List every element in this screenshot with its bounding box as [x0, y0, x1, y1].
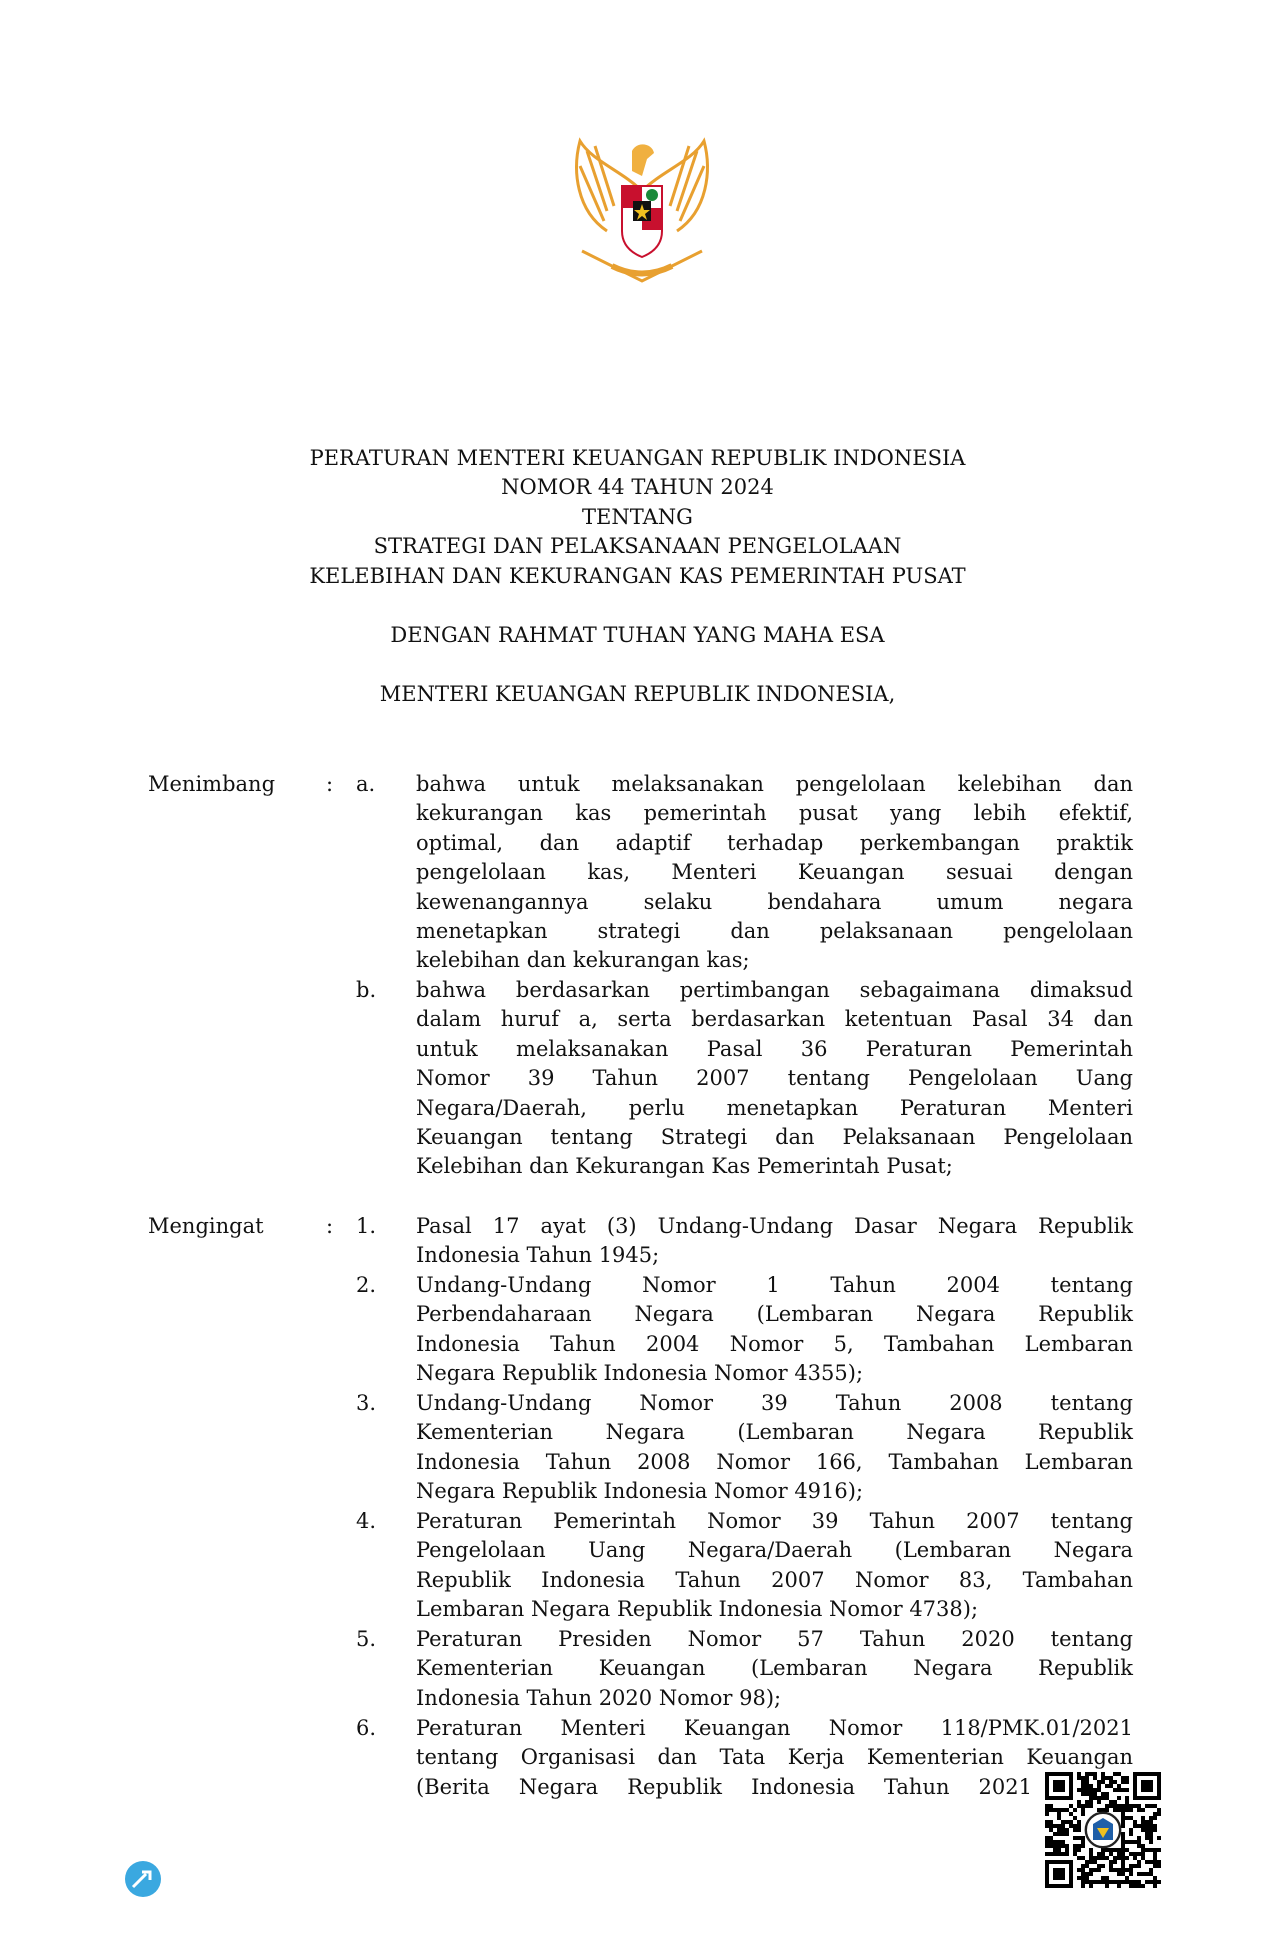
regulation-title: [0, 444, 1275, 591]
text-line: kewenangannya selaku bendahara umum negara: [416, 889, 1133, 914]
text-line: Indonesia Tahun 2020 Nomor 98);: [416, 1685, 782, 1710]
preamble: DENGAN RAHMAT TUHAN YANG MAHA ESA: [390, 623, 885, 647]
item-text: [416, 1389, 1133, 1507]
text-line: optimal, dan adaptif terhadap perkembangan praktik: [416, 830, 1133, 855]
item-marker: 3.: [356, 1391, 377, 1415]
text-line: bahwa berdasarkan pertimbangan sebagaimana dimaksud: [416, 978, 1133, 1002]
item-text: [416, 1507, 1133, 1625]
mengingat-label: Mengingat: [148, 1214, 264, 1238]
text-line: Indonesia Tahun 2004 Nomor 5, Tambahan Lembaran: [416, 1331, 1133, 1356]
text-line: pengelolaan kas, Menteri Keuangan sesuai dengan: [416, 860, 1133, 885]
text-line: kekurangan kas pemerintah pusat yang lebih efektif,: [416, 801, 1133, 826]
item-marker: 5.: [356, 1627, 377, 1651]
item-marker: b.: [356, 978, 377, 1002]
item-marker: 1.: [356, 1214, 377, 1238]
text-line: Indonesia Tahun 2008 Nomor 166, Tambahan Lembaran: [416, 1449, 1133, 1474]
item-text: [416, 1714, 1133, 1802]
title-line: KELEBIHAN DAN KEKURANGAN KAS PEMERINTAH PUSAT: [309, 563, 966, 588]
text-line: menetapkan strategi dan pelaksanaan pengelolaan: [416, 918, 1133, 943]
menimbang-label: Menimbang: [148, 772, 276, 796]
title-line: NOMOR 44 TAHUN 2024: [501, 475, 774, 500]
text-line: Kementerian Negara (Lembaran Negara Republik: [416, 1420, 1133, 1445]
item-text: [416, 1625, 1133, 1713]
text-line: bahwa untuk melaksanakan pengelolaan kelebihan dan: [416, 772, 1133, 796]
qr-code: [1045, 1772, 1161, 1888]
text-line: Keuangan tentang Strategi dan Pelaksanaan Pengelolaan: [416, 1124, 1133, 1149]
item-text: [416, 1212, 1133, 1271]
text-line: tentang Organisasi dan Tata Kerja Kementerian Keuangan: [416, 1745, 1133, 1770]
title-line: TENTANG: [582, 504, 693, 529]
text-line: Negara Republik Indonesia Nomor 4355);: [416, 1361, 864, 1386]
item-marker: a.: [356, 772, 376, 796]
title-line: STRATEGI DAN PELAKSANAAN PENGELOLAAN: [373, 534, 902, 559]
colon: :: [326, 1214, 334, 1238]
text-line: Indonesia Tahun 1945;: [416, 1243, 660, 1268]
text-line: dalam huruf a, serta berdasarkan ketentuan Pasal 34 dan: [416, 1007, 1133, 1032]
text-line: Peraturan Menteri Keuangan Nomor 118/PMK.01/2021: [416, 1716, 1133, 1740]
text-line: Pengelolaan Uang Negara/Daerah (Lembaran Negara: [416, 1538, 1133, 1563]
text-line: Peraturan Presiden Nomor 57 Tahun 2020 tentang: [416, 1627, 1133, 1651]
garuda-emblem: [562, 131, 722, 301]
text-line: Undang-Undang Nomor 39 Tahun 2008 tentang: [416, 1391, 1133, 1415]
text-line: Peraturan Pemerintah Nomor 39 Tahun 2007 tentang: [416, 1509, 1133, 1533]
minister-heading: MENTERI KEUANGAN REPUBLIK INDONESIA,: [379, 682, 896, 706]
text-line: Kementerian Keuangan (Lembaran Negara Republik: [416, 1656, 1133, 1681]
text-line: (Berita Negara Republik Indonesia Tahun 2021: [416, 1774, 1032, 1799]
text-line: Lembaran Negara Republik Indonesia Nomor 4738);: [416, 1597, 979, 1622]
text-line: Perbendaharaan Negara (Lembaran Negara Republik: [416, 1302, 1133, 1327]
text-line: Negara Republik Indonesia Nomor 4916);: [416, 1479, 864, 1504]
text-line: Republik Indonesia Tahun 2007 Nomor 83, Tambahan: [416, 1567, 1133, 1592]
item-marker: 2.: [356, 1273, 377, 1297]
text-line: untuk melaksanakan Pasal 36 Peraturan Pemerintah: [416, 1036, 1133, 1061]
item-text: [416, 770, 1133, 976]
text-line: Negara/Daerah, perlu menetapkan Peraturan Menteri: [416, 1095, 1133, 1120]
item-text: [416, 976, 1133, 1182]
text-line: kelebihan dan kekurangan kas;: [416, 948, 750, 973]
item-marker: 6.: [356, 1716, 377, 1740]
text-line: Undang-Undang Nomor 1 Tahun 2004 tentang: [416, 1273, 1133, 1297]
text-line: Nomor 39 Tahun 2007 tentang Pengelolaan Uang: [416, 1066, 1133, 1091]
title-line: PERATURAN MENTERI KEUANGAN REPUBLIK INDONESIA: [309, 446, 966, 470]
verification-badge-icon: [124, 1860, 162, 1898]
colon: :: [326, 772, 334, 796]
item-text: [416, 1271, 1133, 1389]
text-line: Kelebihan dan Kekurangan Kas Pemerintah Pusat;: [416, 1154, 953, 1179]
item-marker: 4.: [356, 1509, 377, 1533]
text-line: Pasal 17 ayat (3) Undang-Undang Dasar Negara Republik: [416, 1214, 1133, 1238]
